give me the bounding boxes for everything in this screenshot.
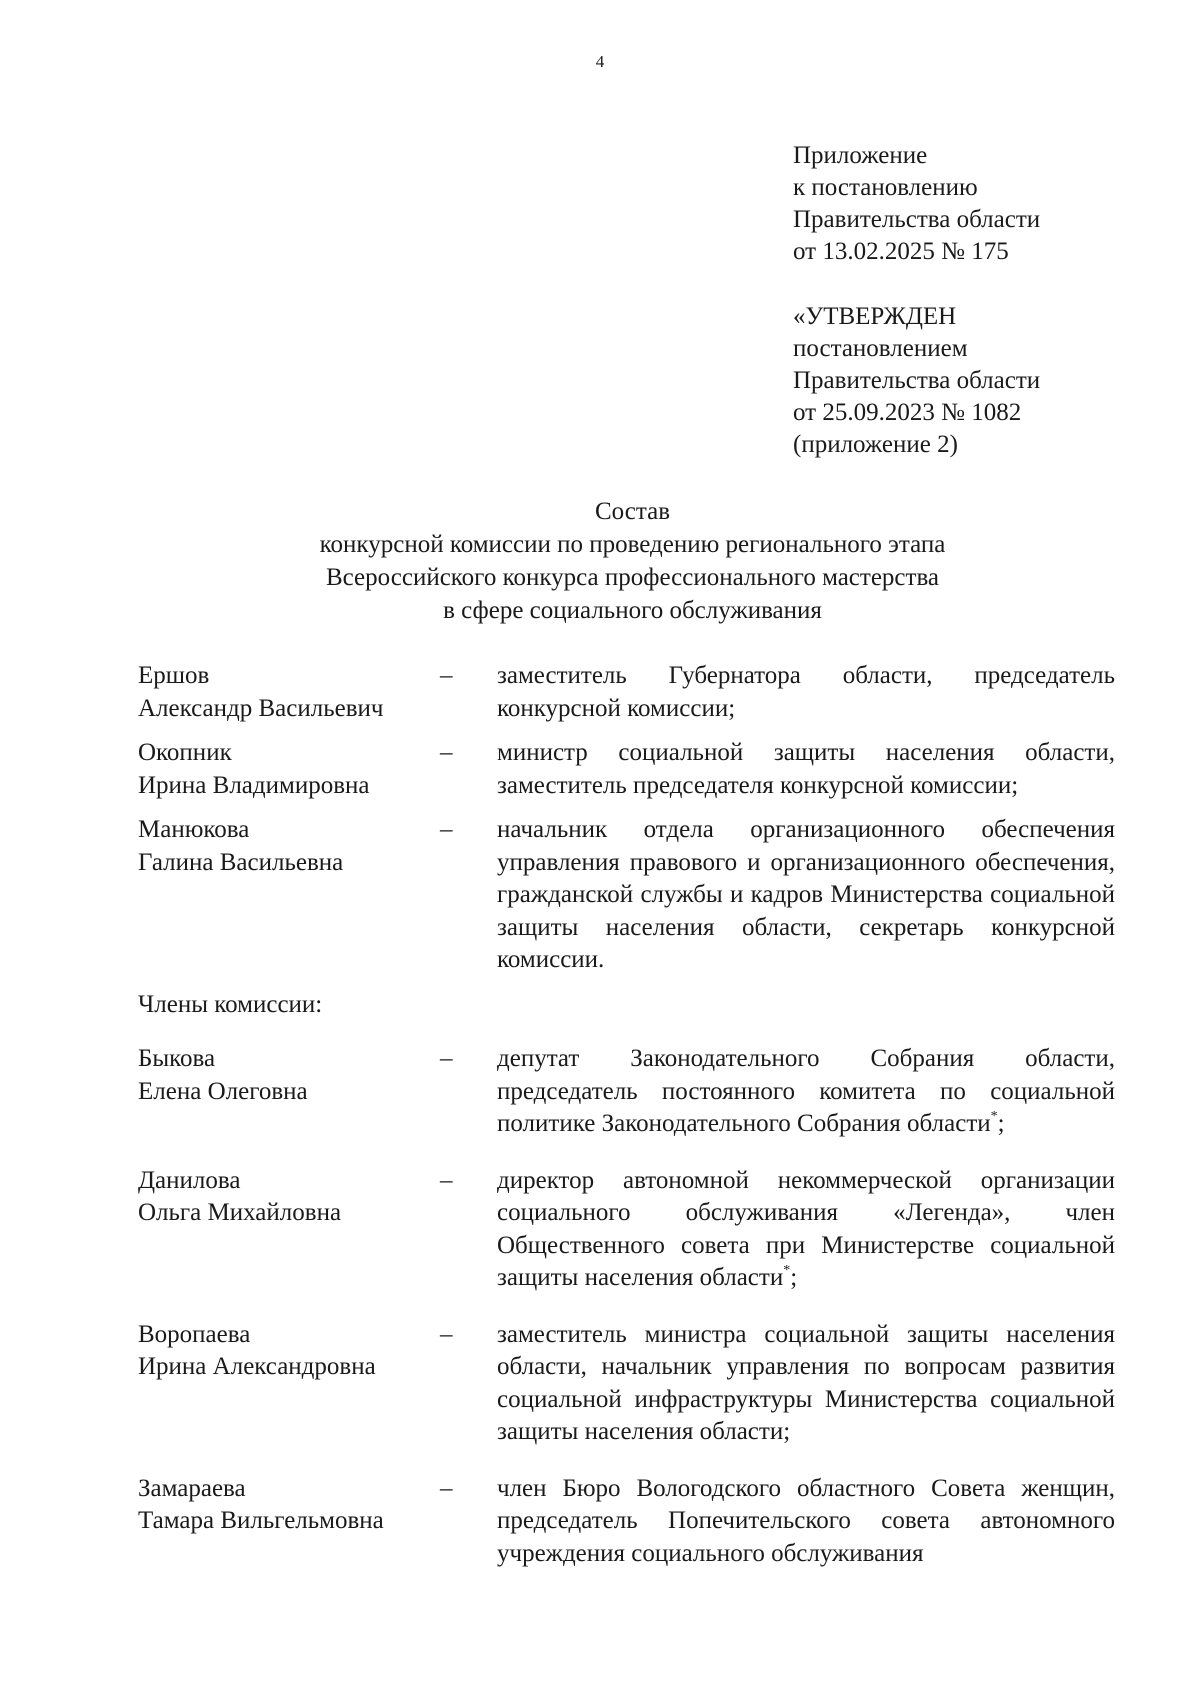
member-surname: Ершов [138, 662, 210, 689]
member-row [138, 737, 1113, 802]
dash-separator: – [440, 1166, 453, 1194]
member-row [138, 1165, 1113, 1295]
member-name [138, 1473, 438, 1571]
member-name [138, 1043, 438, 1141]
member-given-name: Ирина Александровна [138, 1353, 376, 1380]
member-name [138, 660, 438, 725]
title-line: в сфере социального обслуживания [443, 597, 822, 624]
member-row [138, 1473, 1113, 1571]
member-name [138, 1319, 438, 1449]
member-role [497, 1165, 1115, 1295]
members-section-label: Члены комиссии: [138, 990, 323, 1018]
appendix-header [793, 140, 1040, 268]
member-name [138, 737, 438, 802]
member-role: министр социальной защиты населения области, заместитель председателя конкурсной комиссии; [497, 739, 1115, 799]
title-line: конкурсной комиссии по проведению регионального этапа [319, 531, 946, 558]
dash-separator: – [440, 1045, 453, 1072]
member-surname: Данилова [138, 1166, 241, 1194]
footnote-mark: * [783, 1262, 791, 1278]
title-line: Состав [594, 498, 671, 525]
appendix-line: к постановлению [793, 174, 978, 201]
member-row [138, 814, 1113, 977]
document-title [0, 495, 1200, 627]
member-role-end: ; [997, 1110, 1005, 1137]
member-given-name: Тамара Вильгельмовна [138, 1507, 384, 1534]
approved-line: от 25.09.2023 № 1082 [793, 399, 1022, 426]
commission-members-list [138, 660, 1113, 1582]
member-row [138, 660, 1113, 725]
member-role: заместитель Губернатора области, председатель конкурсной комиссии; [497, 662, 1115, 722]
title-line: Всероссийского конкурса профессионального мастерства [325, 564, 940, 591]
member-role-text: депутат Законодательного Собрания области, председатель постоянного комитета по социальной политике Законодательного Собрания области [497, 1045, 1115, 1137]
approved-line: постановлением [793, 335, 968, 362]
footnote-mark: * [990, 1108, 998, 1124]
dash-separator: – [440, 739, 453, 766]
member-row [138, 1043, 1113, 1141]
member-given-name: Александр Васильевич [138, 694, 384, 722]
appendix-line: Правительства области [793, 206, 1041, 233]
member-name [138, 814, 438, 977]
member-role-end: ; [790, 1264, 798, 1291]
dash-separator: – [440, 662, 453, 689]
member-name [138, 1165, 438, 1295]
appendix-line: от 13.02.2025 № 175 [793, 238, 1009, 265]
approval-stamp-text [793, 301, 1040, 461]
member-surname: Манюкова [138, 816, 250, 843]
page-number: 4 [595, 52, 605, 71]
member-given-name: Елена Олеговна [138, 1077, 308, 1105]
member-role-text: директор автономной некоммерческой организации социального обслуживания «Легенда», член Общественного совета при Министерстве социальной защиты населения области [497, 1166, 1115, 1291]
approved-line: (приложение 2) [793, 431, 958, 458]
member-role: член Бюро Вологодского областного Совета женщин, председатель Попечительского совета автономного учреждения социального обслуживания [497, 1474, 1115, 1567]
member-role: заместитель министра социальной защиты населения области, начальник управления по вопросам развития социальной инфраструктуры Министерства социальной защиты населения области; [497, 1320, 1115, 1445]
member-surname: Быкова [138, 1045, 216, 1072]
dash-separator: – [440, 1320, 453, 1348]
member-row [138, 1319, 1113, 1449]
appendix-line: Приложение [793, 142, 928, 169]
approved-line: «УТВЕРЖДЕН [793, 303, 957, 330]
member-given-name: Галина Васильевна [138, 848, 344, 876]
dash-separator: – [440, 816, 453, 843]
dash-separator: – [440, 1474, 453, 1502]
member-given-name: Ольга Михайловна [138, 1199, 342, 1226]
approved-line: Правительства области [793, 367, 1041, 394]
member-surname: Окопник [138, 739, 232, 766]
member-surname: Воропаева [138, 1320, 251, 1348]
member-role [497, 1043, 1115, 1141]
member-surname: Замараева [138, 1474, 246, 1502]
member-given-name: Ирина Владимировна [138, 771, 370, 799]
member-role: начальник отдела организационного обеспечения управления правового и организационного обеспечения, гражданской службы и кадров Министерства социальной защиты населения области, секретарь конкурсной комиссии. [497, 816, 1115, 973]
